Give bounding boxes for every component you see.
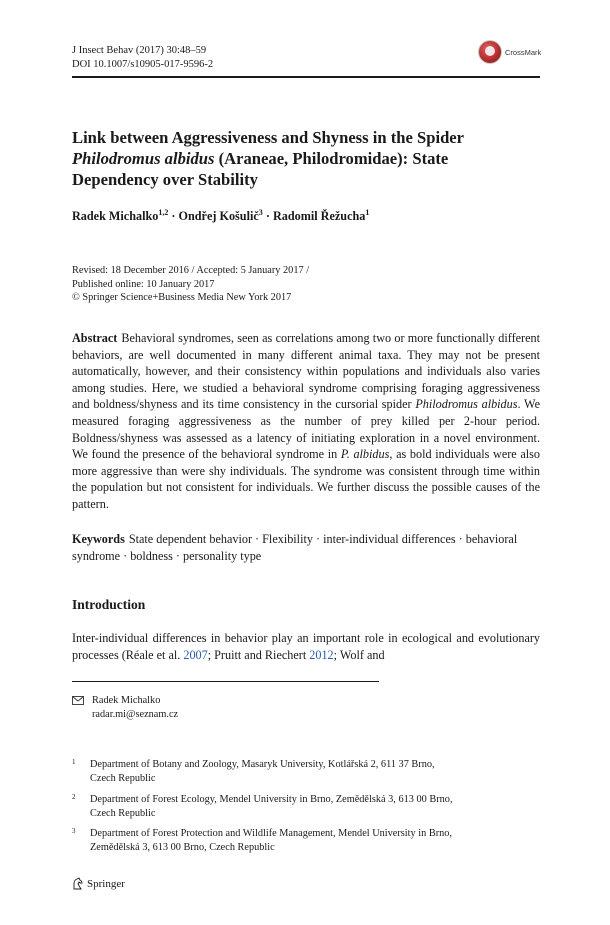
title-line-1: Link between Aggressiveness and Shyness in the Spider bbox=[72, 128, 465, 147]
abstract bbox=[72, 330, 540, 513]
affiliation-line: Czech Republic bbox=[90, 808, 156, 819]
abstract-species-1: Philodromus albidus bbox=[415, 397, 518, 412]
author-2[interactable]: Ondřej Košulič bbox=[178, 209, 259, 224]
corresponding-author bbox=[72, 694, 178, 722]
publication-dates bbox=[72, 264, 309, 305]
citation-link[interactable]: 2007 bbox=[183, 647, 208, 662]
affiliation-line: Czech Republic bbox=[90, 773, 156, 784]
dates-line-2: Published online: 10 January 2017 bbox=[72, 278, 215, 290]
crossmark-label: CrossMark bbox=[505, 47, 542, 57]
affiliation-line: Department of Botany and Zoology, Masaryk University, Kotlářská 2, 611 37 Brno, bbox=[90, 759, 435, 770]
intro-text-2: ; Pruitt and Riechert bbox=[207, 647, 310, 662]
abstract-text-1: Behavioral syndromes, seen as correlations among two or more functionally different behaviors, are well documented in many different animal taxa. They may not be present automatically, however, and their consistency within populations and individuals also varies among studies. Here, we studied a behavioral syndrome comprising foraging aggressiveness and boldness/shyness and its time consistency in the cursorial spider bbox=[72, 331, 540, 412]
abstract-species-2: P. albidus bbox=[340, 447, 390, 462]
keywords bbox=[72, 531, 540, 564]
title-species: Philodromus albidus bbox=[72, 149, 215, 168]
copyright: © Springer Science+Business Media New York 2017 bbox=[72, 292, 292, 303]
doi: DOI 10.1007/s10905-017-9596-2 bbox=[72, 59, 214, 70]
header-rule bbox=[72, 76, 540, 78]
affiliation-line: Department of Forest Ecology, Mendel University in Brno, Zemědělská 3, 613 00 Brno, bbox=[90, 794, 453, 805]
section-heading-introduction: Introduction bbox=[72, 597, 146, 612]
affiliation-number: 3 bbox=[72, 827, 76, 835]
keywords-text: State dependent behavior · Flexibility · inter-individual differences · behavioral syndrome · boldness · personality type bbox=[72, 532, 518, 563]
intro-text-1: Inter-individual differences in behavior play an important role in ecological and evolutionary processes (Réale et al. bbox=[72, 631, 540, 662]
publisher-logo bbox=[72, 877, 125, 890]
author-separator: · bbox=[168, 209, 179, 224]
envelope-icon bbox=[72, 696, 84, 705]
author-3-affil: 1 bbox=[365, 208, 370, 217]
affiliation-1 bbox=[72, 758, 512, 786]
footnote-rule bbox=[72, 681, 379, 682]
keywords-label: Keywords bbox=[72, 532, 125, 546]
corresponding-email[interactable]: radar.mi@seznam.cz bbox=[92, 709, 179, 720]
paper-title bbox=[72, 127, 542, 190]
author-1[interactable]: Radek Michalko bbox=[72, 209, 159, 224]
introduction-text bbox=[72, 630, 540, 663]
springer-horse-icon bbox=[72, 877, 84, 890]
intro-text-3: ; Wolf and bbox=[333, 647, 385, 662]
title-line-3: Dependency over Stability bbox=[72, 170, 258, 189]
abstract-text-3: , as bold individuals were also more aggressive than were shy individuals. The syndrome was consistent through time within the population but not consistent for individuals. We further discuss the possible causes of the pattern. bbox=[72, 447, 541, 511]
crossmark-icon bbox=[478, 40, 502, 64]
affiliation-number: 1 bbox=[72, 758, 76, 766]
abstract-text-2: . We measured foraging aggressiveness as the number of prey killed per 2-hour period. Boldness/shyness was assessed as a latency of initiating exploration in a novel environment. We found the presence of the behavioral syndrome in bbox=[72, 397, 540, 462]
affiliation-line: Zemědělská 3, 613 00 Brno, Czech Republic bbox=[90, 842, 275, 853]
author-1-affil: 1,2 bbox=[158, 208, 169, 217]
author-3[interactable]: Radomil Řežucha bbox=[272, 209, 366, 224]
affiliation-number: 2 bbox=[72, 793, 76, 801]
author-separator: · bbox=[262, 209, 273, 224]
dates-line-1: Revised: 18 December 2016 / Accepted: 5 January 2017 / bbox=[72, 265, 310, 276]
affiliation-3 bbox=[72, 827, 512, 855]
affiliation-2 bbox=[72, 793, 512, 821]
journal-citation bbox=[72, 44, 213, 72]
crossmark-badge[interactable] bbox=[478, 40, 541, 64]
abstract-label: Abstract bbox=[72, 331, 118, 345]
author-2-affil: 3 bbox=[258, 208, 263, 217]
title-line-2-rest: (Araneae, Philodromidae): State bbox=[214, 149, 449, 168]
author-list bbox=[72, 208, 369, 224]
publisher-name: Springer bbox=[87, 877, 125, 890]
citation-link[interactable]: 2012 bbox=[309, 647, 334, 662]
journal-reference: J Insect Behav (2017) 30:48–59 bbox=[72, 45, 207, 56]
title-line-2 bbox=[72, 148, 542, 169]
affiliation-line: Department of Forest Protection and Wildlife Management, Mendel University in Brno, bbox=[90, 828, 452, 839]
corresponding-name: Radek Michalko bbox=[92, 695, 161, 706]
